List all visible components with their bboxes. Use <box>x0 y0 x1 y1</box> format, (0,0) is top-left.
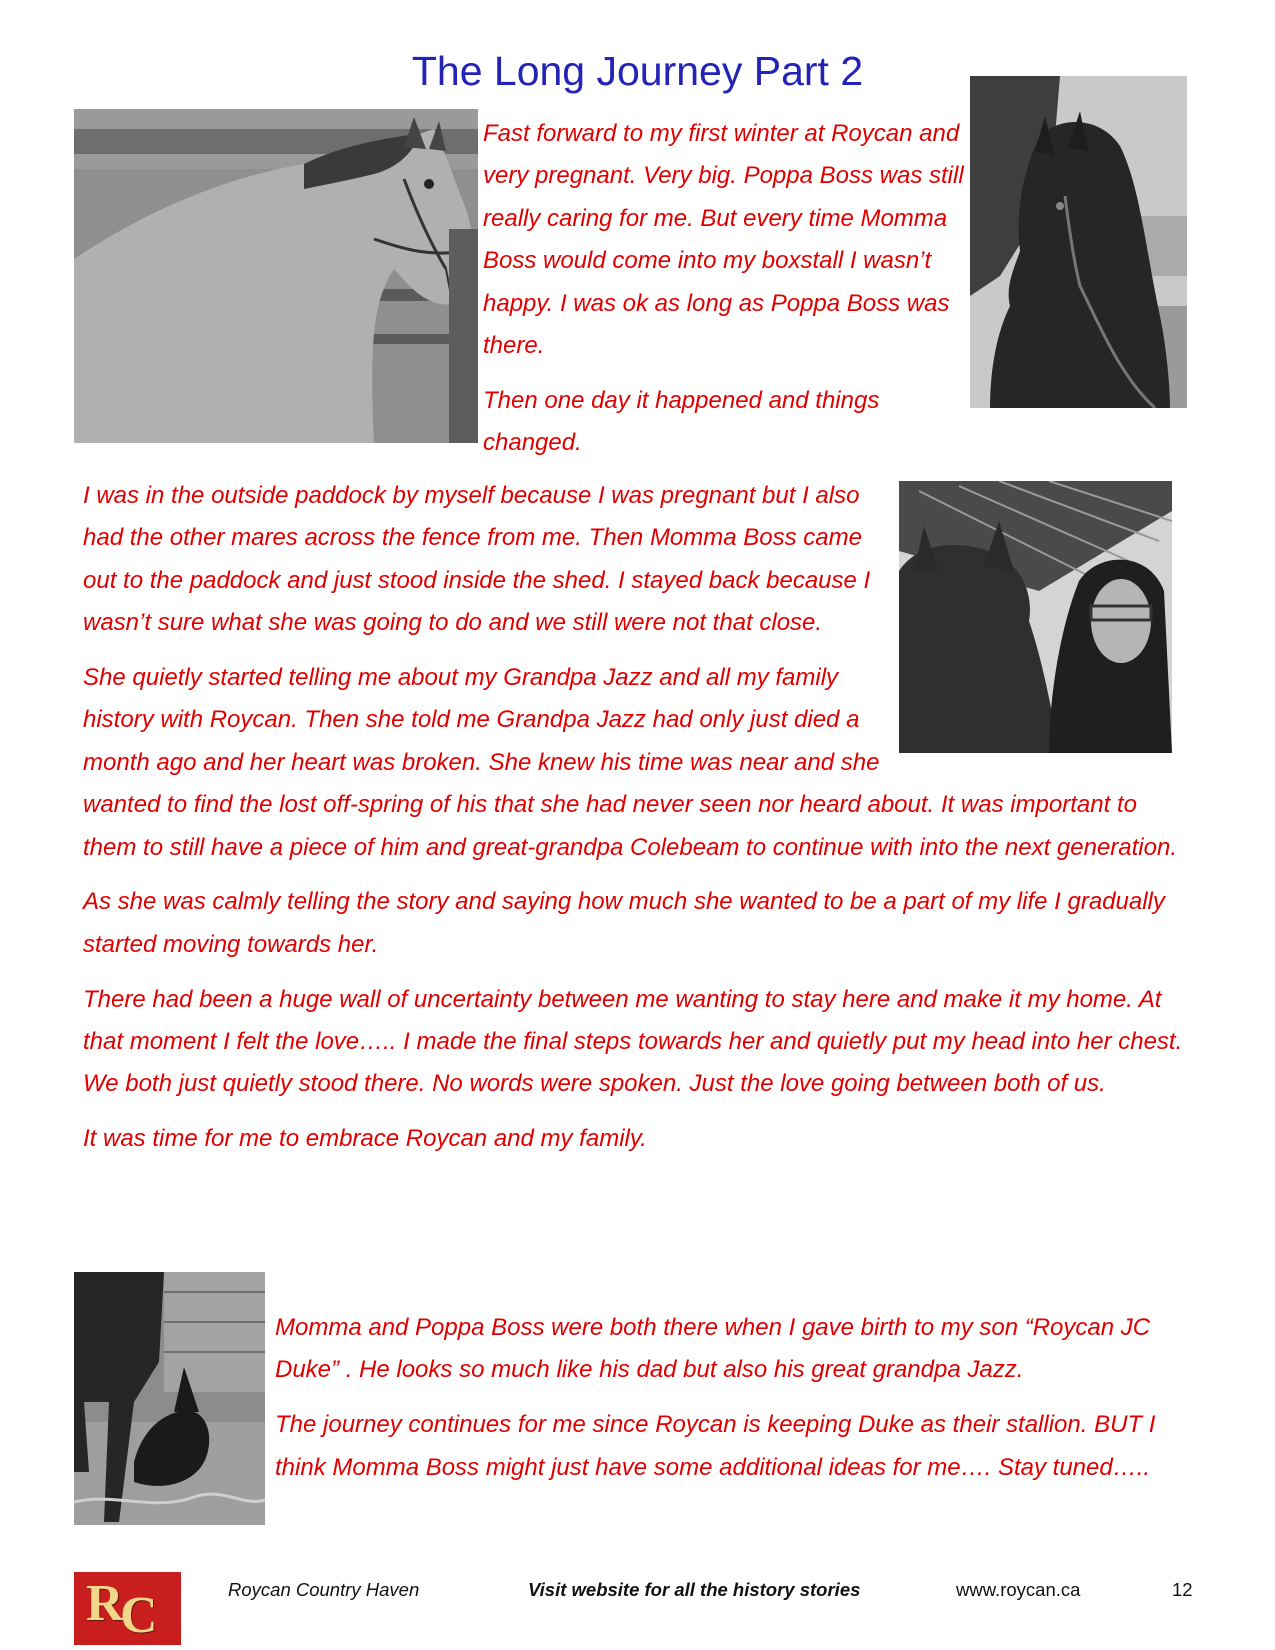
story-paragraph: Fast forward to my first winter at Roycan and very pregnant. Very big. Poppa Boss was still really caring for me. But every time Momma Boss would come into my boxstall I wasn’t happy. I was ok as long as Poppa Boss was there. <box>483 120 964 360</box>
story-middle <box>83 475 1183 1173</box>
story-paragraph: Then one day it happened and things changed. <box>483 386 880 457</box>
story-paragraph: She quietly started telling me about my Grandpa Jazz and all my family history with Roycan. Then she told me Grandpa Jazz had only just died a month ago and her heart was broken. She knew his time was near and she wanted to find the lost off-spring of his that she had never seen nor heard about. It was important to them to still have a piece of him and great-grandpa Colebeam to continue with into the next generation. <box>83 664 1178 861</box>
story-top <box>483 113 973 477</box>
page-number: 12 <box>1172 1579 1193 1600</box>
logo-letter-c: C <box>120 1587 158 1644</box>
logo-letter-r: R <box>86 1575 124 1632</box>
story-paragraph: It was time for me to embrace Roycan and my family. <box>83 1125 647 1153</box>
footer-site-name: Roycan Country Haven <box>228 1579 420 1600</box>
story-paragraph: As she was calmly telling the story and saying how much she wanted to be a part of my life I gradually started moving towards her. <box>83 888 1165 958</box>
roycan-logo <box>74 1572 181 1645</box>
page-title: The Long Journey Part 2 <box>411 48 864 94</box>
footer-cta[interactable]: Visit website for all the history stories <box>528 1579 861 1600</box>
story-bottom <box>275 1307 1185 1501</box>
footer-url[interactable]: www.roycan.ca <box>956 1579 1081 1600</box>
story-paragraph: There had been a huge wall of uncertainty between me wanting to stay here and make it my home. At that moment I felt the love….. I made the final steps towards her and quietly put my head into her chest. We both just quietly stood there. No words were spoken. Just the love going between both of us. <box>83 985 1183 1098</box>
horse-halter-photo <box>74 109 478 443</box>
foal-in-straw-photo <box>74 1272 265 1525</box>
story-paragraph: Momma and Poppa Boss were both there when I gave birth to my son “Roycan JC Duke” . He looks so much like his dad but also his great grandpa Jazz. <box>275 1314 1151 1384</box>
story-paragraph: I was in the outside paddock by myself because I was pregnant but I also had the other mares across the fence from me. Then Momma Boss came out to the paddock and just stood inside the shed. I stayed back because I wasn’t sure what she was going to do and we still were not that close. <box>83 482 871 637</box>
story-paragraph: The journey continues for me since Roycan is keeping Duke as their stallion. BUT I think Momma Boss might just have some additional ideas for me…. Stay tuned….. <box>275 1411 1156 1481</box>
dark-horse-photo <box>970 76 1187 408</box>
